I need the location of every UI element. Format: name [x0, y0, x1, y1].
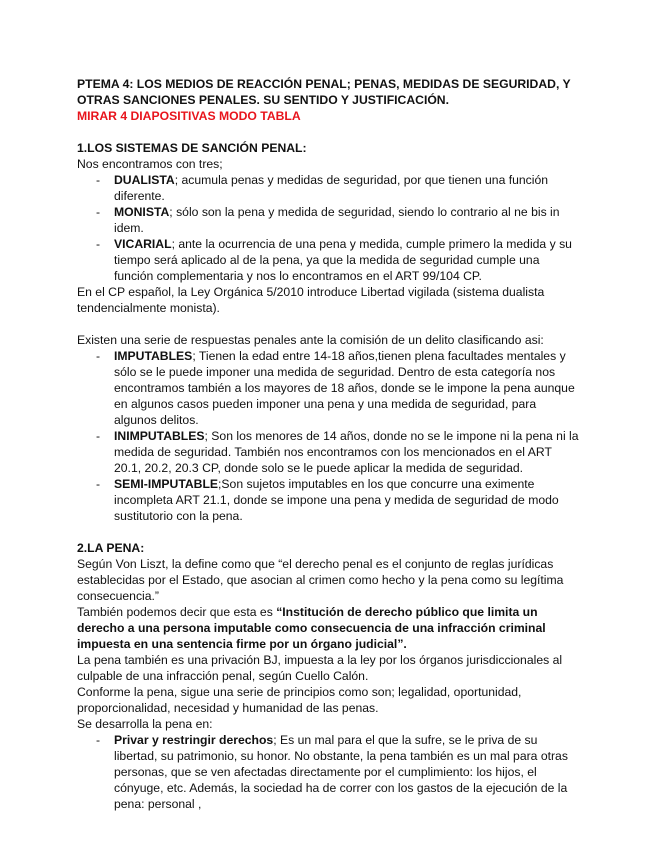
section-2-heading: 2.LA PENA:	[77, 541, 145, 555]
paragraph-bold-definition: “Institución de derecho público que limita un derecho a una persona imputable como consecuencia de una infracción criminal impuesta en una sentencia firme por un órgano judicial”	[77, 605, 546, 651]
list-item-text: ; ante la ocurrencia de una pena y medida, cumple primero la medida y su tiempo será aplicado al de la pena, ya que la medida de seguridad cumple una función complementaria y nos lo encontramos en el ART 99/104 CP.	[114, 237, 572, 283]
list-item-text: ; Son los menores de 14 años, donde no se le impone ni la pena ni la medida de seguridad. También nos encontramos con los mencionados en el ART 20.1, 20.2, 20.3 CP, donde solo se le puede aplicar la medida de seguridad.	[114, 429, 579, 475]
list-item-term: Privar y restringir derechos	[114, 733, 274, 747]
list-item	[77, 476, 582, 524]
list-item-text: ; Tienen la edad entre 14-18 años,tienen plena facultades mentales y sólo se le puede imponer una medida de seguridad. Dentro de esta categoría nos encontramos también a los mayores de 18 años, donde se le impone la pena aunque en algunos casos pueden imponer una pena y una medida de seguridad, para algunos delitos.	[114, 349, 575, 427]
list-item-term: VICARIAL	[114, 237, 172, 251]
list-item	[77, 204, 582, 236]
section-2-paragraph-2	[77, 604, 582, 652]
list-item	[77, 732, 582, 812]
list-item-term: SEMI-IMPUTABLE	[114, 477, 219, 491]
document-page	[77, 76, 582, 812]
section-2-paragraph-4: Conforme la pena, sigue una serie de principios como son; legalidad, oportunidad, proporcionalidad, necesidad y humanidad de las penas.	[77, 685, 522, 715]
paragraph-text: También podemos decir que esta es	[77, 605, 277, 619]
list-item	[77, 172, 582, 204]
pena-development-list	[77, 732, 582, 812]
list-item	[77, 428, 582, 476]
section-1-heading: 1.LOS SISTEMAS DE SANCIÓN PENAL:	[77, 141, 307, 155]
section-2-paragraph-1: Según Von Liszt, la define como que “el derecho penal es el conjunto de reglas jurídicas establecidas por el Estado, que asocian al crimen como hecho y la pena como su legítima consecuencia.”	[77, 557, 564, 603]
list-item	[77, 348, 582, 428]
document-title-line-2: OTRAS SANCIONES PENALES. SU SENTIDO Y JUSTIFICACIÓN.	[77, 93, 449, 107]
list-item-text: ; acumula penas y medidas de seguridad, por que tienen una función diferente.	[114, 173, 549, 203]
sanction-systems-list	[77, 172, 582, 284]
paragraph-end: .	[403, 637, 407, 651]
list-item-term: IMPUTABLES	[114, 349, 193, 363]
list-item-text: ; sólo son la pena y medida de seguridad, siendo lo contrario al ne bis in idem.	[114, 205, 560, 235]
red-note: MIRAR 4 DIAPOSITIVAS MODO TABLA	[77, 109, 301, 123]
section-1-intro: Nos encontramos con tres;	[77, 157, 223, 171]
penal-responses-list	[77, 348, 582, 524]
list-item-text: ; Es un mal para el que la sufre, se le priva de su libertad, su patrimonio, su honor. No obstante, la pena también es un mal para otras personas, que se ven afectadas directamente por el cumplimiento: los hijos, el cónyuge, etc. Además, la sociedad ha de correr con los gastos de la ejecución de la pena: personal ,	[114, 733, 568, 811]
section-1-intro-2: Existen una serie de respuestas penales ante la comisión de un delito clasificando asi:	[77, 333, 544, 347]
section-2-paragraph-3: La pena también es una privación BJ, impuesta a la ley por los órganos jurisdiccionales al culpable de una infracción penal, según Cuello Calón.	[77, 653, 563, 683]
list-item-term: MONISTA	[114, 205, 170, 219]
list-item	[77, 236, 582, 284]
section-2-paragraph-5: Se desarrolla la pena en:	[77, 717, 213, 731]
list-item-term: DUALISTA	[114, 173, 175, 187]
list-item-text: ;Son sujetos imputables en los que concurre una eximente incompleta ART 21.1, donde se impone una pena y medida de seguridad de modo sustitutorio con la pena.	[114, 477, 559, 523]
section-1-after: En el CP español, la Ley Orgánica 5/2010 introduce Libertad vigilada (sistema dualista tendencialmente monista).	[77, 285, 545, 315]
document-title-line-1: PTEMA 4: LOS MEDIOS DE REACCIÓN PENAL; PENAS, MEDIDAS DE SEGURIDAD, Y	[77, 77, 571, 91]
list-item-term: INIMPUTABLES	[114, 429, 205, 443]
